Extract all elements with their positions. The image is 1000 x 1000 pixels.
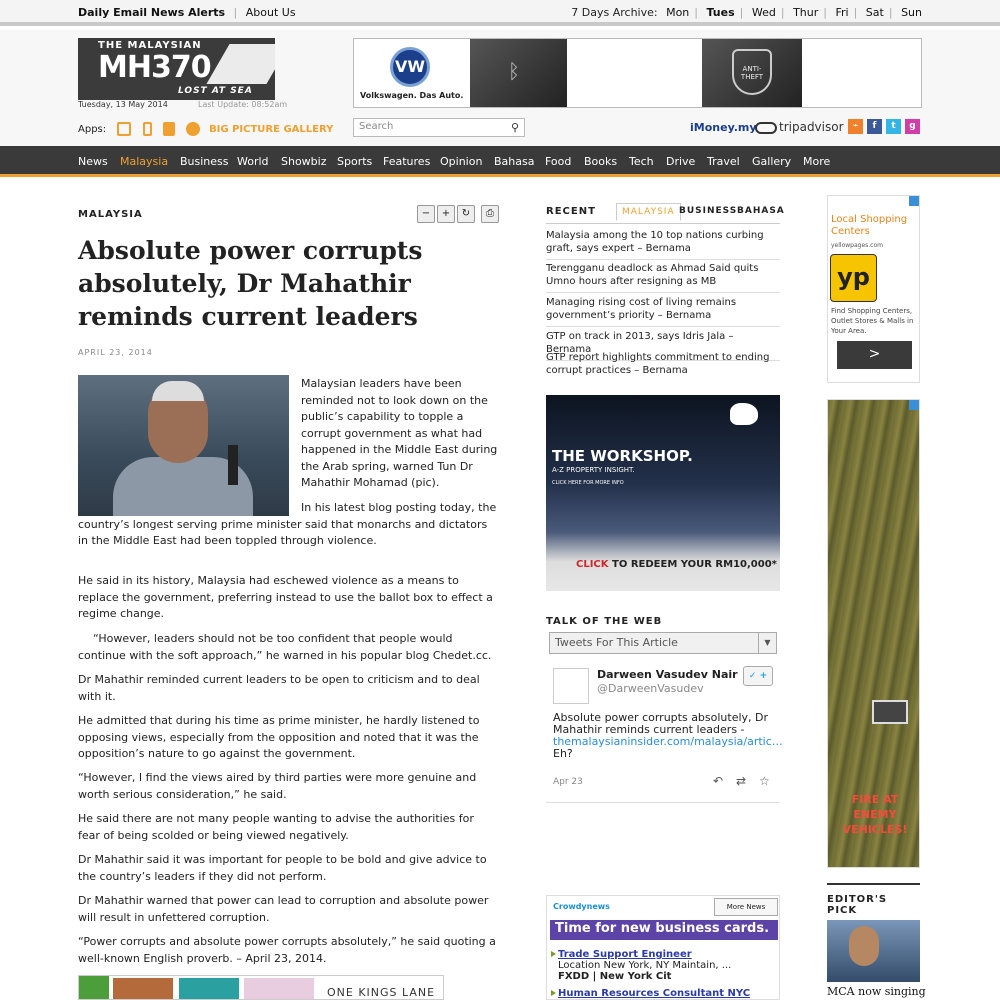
- talk-of-the-web-title: TALK OF THE WEB: [546, 616, 663, 627]
- tweet-author-handle[interactable]: @DarweenVasudev: [597, 682, 704, 695]
- bluetooth-icon: ᛒ: [508, 59, 520, 83]
- ad-image-2: [567, 39, 702, 107]
- yellowpages-ad[interactable]: [827, 195, 920, 383]
- section-label[interactable]: MALAYSIA: [78, 209, 143, 220]
- workshop-subtitle: A-Z PROPERTY INSIGHT.: [552, 466, 635, 474]
- yp-title: Local Shopping Centers: [831, 214, 908, 237]
- tab-bahasa[interactable]: BAHASA: [737, 206, 785, 216]
- tweet-author-name[interactable]: Darween Vasudev Nair: [597, 668, 738, 681]
- nav-books[interactable]: Books: [584, 155, 618, 168]
- photo-hair: [152, 381, 204, 401]
- redeem-text: TO REDEEM YOUR RM10,000*: [612, 559, 777, 570]
- zoom-in-icon[interactable]: +: [437, 205, 455, 223]
- ad-product-2: [179, 978, 239, 1000]
- search-placeholder: Search: [359, 121, 394, 132]
- rss-icon[interactable]: ⌁: [848, 119, 863, 134]
- article-paragraph: He said there are not many people wanting to advise the authorities for fear of being scolded or being viewed negatively.: [78, 812, 474, 842]
- article-photo: [78, 375, 289, 516]
- photo-face: [849, 926, 879, 966]
- favorite-icon[interactable]: ☆: [759, 774, 770, 788]
- nav-opinion[interactable]: Opinion: [440, 155, 483, 168]
- article-paragraph: “Power corrupts and absolute power corrupts absolutely,” he said quoting a well-known English proverb. – April 23, 2014.: [78, 935, 496, 965]
- android-icon[interactable]: [163, 122, 175, 136]
- chevron-down-icon[interactable]: ▼: [758, 633, 776, 653]
- article-paragraph: Malaysian leaders have been reminded not to look down on the public’s capability to topple a corrupt government as what had happened in the Middle East during the Arab spring, warned Tun Dr Mahathir Mohamad (pic).: [301, 377, 498, 489]
- nav-news[interactable]: News: [78, 155, 108, 168]
- tweet-text: [553, 711, 783, 760]
- ad-product-1: [113, 978, 173, 1000]
- tweet-filter-select[interactable]: [549, 632, 777, 654]
- article-paragraph: He said in its history, Malaysia had eschewed violence as a means to replace the government, preferring instead to use the ballot box to effect a regime change.: [78, 574, 493, 620]
- zoom-out-icon[interactable]: −: [417, 205, 435, 223]
- workshop-cta: CLICK HERE FOR MORE INFO: [552, 480, 624, 486]
- article-paragraph: “However, I find the views aired by third parties were more genuine and worth serious consideration,” he said.: [78, 771, 477, 801]
- yp-description: Find Shopping Centers, Outlet Stores & Malls in Your Area.: [831, 307, 914, 335]
- ad-sale-tag: [79, 976, 109, 1000]
- crowdynews-widget: [546, 895, 780, 1000]
- nav-drive[interactable]: Drive: [666, 155, 696, 168]
- gallery-icon[interactable]: [186, 122, 200, 136]
- australia-icon: [730, 403, 758, 425]
- bottom-ad[interactable]: [78, 975, 444, 1000]
- tripadvisor-label: tripadvisor: [779, 120, 844, 134]
- follow-button[interactable]: [743, 666, 773, 686]
- nav-business[interactable]: Business: [180, 155, 229, 168]
- avatar[interactable]: [553, 668, 589, 704]
- vw-logo: VW: [390, 47, 430, 87]
- nav-more[interactable]: More: [803, 155, 831, 168]
- nav-world[interactable]: World: [237, 155, 269, 168]
- ad-image-3: [702, 39, 802, 107]
- tweet-extra: Eh?: [553, 747, 573, 760]
- current-date: Tuesday, 13 May 2014: [78, 100, 168, 109]
- workshop-title: THE WORKSHOP.: [552, 447, 693, 465]
- archive-label: 7 Days Archive:: [571, 6, 658, 19]
- plane-icon: [206, 44, 275, 84]
- tab-business[interactable]: BUSINESS: [679, 206, 738, 216]
- workshop-redeem: [576, 559, 777, 570]
- tab-recent[interactable]: RECENT: [546, 206, 596, 217]
- recent-item[interactable]: Malaysia among the 10 top nations curbing graft, says expert – Bernama: [546, 229, 780, 260]
- recent-item[interactable]: GTP on track in 2013, says Idris Jala – Bernama: [546, 330, 780, 361]
- redeem-click: CLICK: [576, 559, 609, 570]
- editors-pick-caption[interactable]: MCA now singing: [827, 985, 926, 998]
- article-paragraph: He admitted that during his time as prime minister, he hardly listened to opposing views, especially from the opposition and noted that it was the opposition’s nature to go against the government.: [78, 714, 480, 760]
- tweet-filter-value: Tweets For This Article: [555, 636, 678, 649]
- tablet-icon[interactable]: [117, 122, 131, 136]
- apps-label: Apps:: [78, 124, 107, 135]
- recent-item[interactable]: Terengganu deadlock as Ahmad Said quits Umno hours after resigning as MB: [546, 262, 780, 293]
- last-update: Last Update: 08:52am: [198, 100, 288, 109]
- editors-pick-title: EDITOR'S PICK: [827, 883, 920, 913]
- retweet-icon[interactable]: ⇄: [736, 774, 747, 788]
- follow-plus: +: [759, 671, 768, 681]
- yp-go-button[interactable]: >: [837, 341, 912, 369]
- tripadvisor-logo[interactable]: [755, 120, 844, 134]
- nav-travel[interactable]: Travel: [707, 155, 740, 168]
- nav-showbiz[interactable]: Showbiz: [281, 155, 327, 168]
- article-paragraph: “However, leaders should not be too confident that people would continue with the soft approach,” he warned in his popular blog Chedet.cc.: [78, 632, 492, 662]
- tab-malaysia[interactable]: MALAYSIA: [616, 203, 681, 221]
- adchoices-icon[interactable]: [909, 196, 919, 206]
- nav-features[interactable]: Features: [383, 155, 431, 168]
- tweet-body: Absolute power corrupts absolutely, Dr Mahathir reminds current leaders -: [553, 711, 769, 736]
- archive-day-tues[interactable]: Tues: [706, 6, 735, 19]
- job-title[interactable]: Human Resources Consultant NYC: [558, 988, 751, 999]
- job-listing[interactable]: [550, 949, 778, 982]
- vw-tagline: Volkswagen. Das Auto.: [360, 91, 464, 100]
- phone-icon[interactable]: [143, 122, 152, 136]
- header-ad-banner[interactable]: [353, 38, 922, 108]
- one-kings-lane-logo: ONE KINGS LANE: [327, 986, 436, 999]
- imoney-logo[interactable]: iMoney.my: [690, 121, 757, 134]
- nav-tech[interactable]: Tech: [629, 155, 654, 168]
- ad-image-1: [470, 39, 567, 107]
- nav-sports[interactable]: Sports: [337, 155, 373, 168]
- fire-ad-text: FIRE AT ENEMY VEHICLES!: [842, 793, 908, 836]
- photo-mic: [228, 445, 238, 485]
- bullet-icon: [551, 951, 556, 957]
- big-picture-gallery-link[interactable]: BIG PICTURE GALLERY: [209, 123, 334, 135]
- archive-day-wed[interactable]: Wed: [751, 6, 776, 19]
- job-title[interactable]: Trade Support Engineer: [558, 949, 692, 960]
- print-icon[interactable]: ⎙: [481, 205, 499, 223]
- anti-theft-badge: ANTI-THEFT: [732, 49, 772, 95]
- apps-row: [78, 122, 333, 136]
- job-company: FXDD | New York Cit: [558, 971, 672, 982]
- article-paragraph: Dr Mahathir reminded current leaders to be open to criticism and to deal with it.: [78, 673, 480, 703]
- yp-logo: yp: [830, 254, 877, 302]
- game-ad[interactable]: [827, 399, 920, 868]
- twitter-icon[interactable]: t: [886, 119, 901, 134]
- yp-url: yellowpages.com: [831, 242, 883, 249]
- about-us-link[interactable]: About Us: [245, 6, 296, 19]
- archive-day-sun[interactable]: Sun: [901, 6, 922, 19]
- top-bar: Daily Email News Alerts | About Us 7 Days Archive: Mon | Tues | Wed | Thur | Fri | Sat | Sun: [0, 0, 1000, 26]
- facebook-icon[interactable]: f: [867, 119, 882, 134]
- nav-gallery[interactable]: Gallery: [752, 155, 792, 168]
- owl-icon: [755, 122, 777, 134]
- article-paragraph: Dr Mahathir warned that power can lead to corruption and absolute power will result in unfettered corruption.: [78, 894, 489, 924]
- nav-malaysia[interactable]: Malaysia: [120, 155, 169, 168]
- logo-line2: MH370: [98, 50, 211, 85]
- reply-icon[interactable]: ↶: [713, 774, 724, 788]
- site-logo[interactable]: [78, 38, 275, 100]
- tweet-link[interactable]: themalaysianinsider.com/malaysia/artic…: [553, 735, 783, 748]
- nav-bahasa[interactable]: Bahasa: [494, 155, 535, 168]
- news-tabs: [546, 200, 785, 224]
- tank-icon: [872, 700, 908, 724]
- search-input[interactable]: [353, 118, 525, 137]
- search-icon[interactable]: ⚲: [510, 121, 519, 134]
- nav-food[interactable]: Food: [545, 155, 572, 168]
- email-alerts-link[interactable]: Daily Email News Alerts: [78, 6, 226, 19]
- archive-day-thur[interactable]: Thur: [793, 6, 819, 19]
- editors-pick-photo[interactable]: [827, 920, 920, 982]
- archive-day-fri[interactable]: Fri: [835, 6, 849, 19]
- crowdynews-logo[interactable]: Crowdynews: [553, 902, 610, 911]
- refresh-icon[interactable]: ↻: [457, 205, 475, 223]
- ad-image-4: [802, 39, 921, 107]
- recent-item[interactable]: GTP report highlights commitment to ending corrupt practices – Bernama: [546, 352, 770, 376]
- archive-day-mon[interactable]: Mon: [666, 6, 690, 19]
- archive-day-sat[interactable]: Sat: [865, 6, 884, 19]
- main-nav: [0, 146, 1000, 177]
- job-listing[interactable]: [550, 988, 778, 999]
- bullet-icon: [551, 990, 556, 996]
- tweet-card: [546, 660, 783, 803]
- workshop-ad[interactable]: [546, 395, 780, 591]
- tweet-date[interactable]: Apr 23: [553, 777, 583, 787]
- googleplus-icon[interactable]: g: [905, 119, 920, 134]
- article-paragraph: Dr Mahathir said it was important for people to be bold and give advice to the country’s leaders if they did not perform.: [78, 853, 487, 883]
- logo-line1: THE MALAYSIAN: [98, 40, 202, 51]
- article-headline: Absolute power corrupts absolutely, Dr Mahathir reminds current leaders: [78, 236, 423, 331]
- more-news-button[interactable]: More News: [714, 898, 778, 916]
- business-cards-banner[interactable]: Time for new business cards.: [550, 920, 778, 940]
- job-location: Location New York, NY Maintain, ...: [558, 960, 732, 971]
- adchoices-icon[interactable]: [909, 400, 919, 410]
- twitter-bird-icon: ✓: [748, 671, 757, 681]
- logo-line3: LOST AT SEA: [178, 86, 253, 96]
- vw-ad-cell: [354, 39, 470, 107]
- recent-item[interactable]: Managing rising cost of living remains government’s priority – Bernama: [546, 296, 780, 327]
- article-paragraph: In his latest blog posting today, the country’s longest serving prime minister said that monarchs and dictators in the Middle East had been toppled through violence.: [78, 501, 497, 547]
- ad-product-3: [244, 978, 314, 1000]
- article-date: APRIL 23, 2014: [78, 348, 153, 357]
